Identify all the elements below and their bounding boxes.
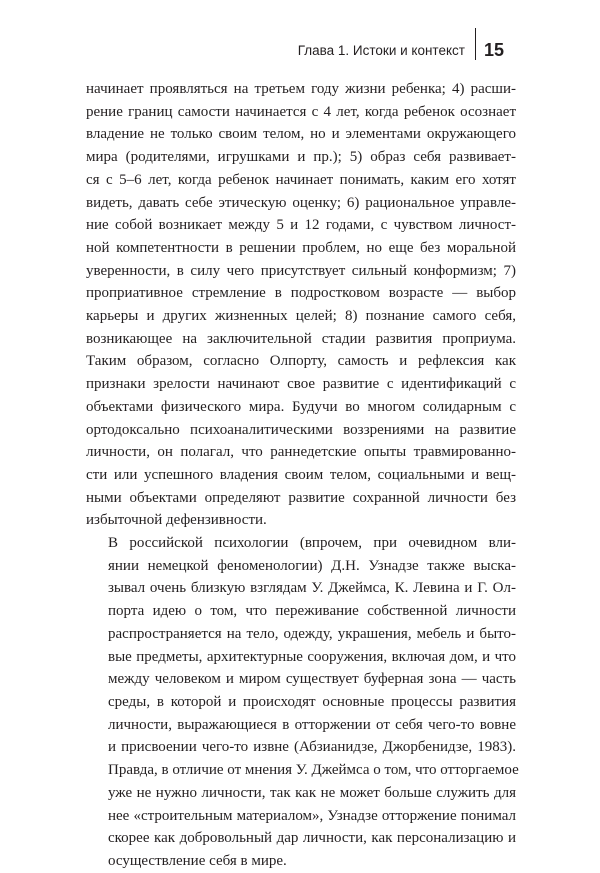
text-line: ние собой возникает между 5 и 12 годами, с чувством личност-	[86, 217, 516, 234]
text-line: ся с 5–6 лет, когда ребенок начинает понимать, каким его хотят	[86, 171, 516, 188]
text-line: избыточной дефензивности.	[86, 512, 267, 529]
text-line: рение границ самости начинается с 4 лет, когда ребенок осознает	[86, 103, 516, 120]
text-line: ными объектами определяют развитие сохранной личности без	[86, 489, 516, 506]
chapter-title: Глава 1. Истоки и контекст	[297, 42, 465, 58]
text-line: уже не нужно личности, так как не может больше служить для	[108, 784, 516, 801]
text-line: вые предметы, архитектурные сооружения, включая дом, и что	[108, 648, 516, 665]
text-line: владение не только своим телом, но и элементами окружающего	[86, 126, 516, 143]
body-text	[86, 78, 519, 873]
text-line: видеть, давать себе этическую оценку; 6) рациональное управле-	[86, 194, 516, 211]
paragraph-1	[86, 78, 516, 532]
text-line: ортодоксально психоаналитическими воззрениями на развитие	[86, 421, 516, 438]
text-line: и присвоении чего-то извне (Абзианидзе, Джорбенидзе, 1983).	[108, 739, 516, 756]
text-line: ной компетентности в решении проблем, но еще без моральной	[86, 239, 516, 256]
text-line: признаки зрелости начинают свое развитие с идентификаций с	[86, 376, 516, 393]
text-line: янии немецкой феноменологии) Д.Н. Узнадзе также выска-	[108, 557, 516, 574]
text-line: мира (родителями, игрушками и пр.); 5) образ себя развивает-	[86, 149, 516, 166]
text-line: начинает проявляться на третьем году жизни ребенка; 4) расши-	[86, 81, 516, 97]
text-line: нее «строительным материалом», Узнадзе отторжение понимал	[108, 807, 516, 824]
text-line: зывал очень близкую взглядам У. Джеймса, К. Левина и Г. Ол-	[108, 580, 516, 597]
text-line: порта идею о том, что переживание собственной личности	[108, 603, 516, 620]
text-line: между человеком и миром существует буферная зона — часть	[108, 671, 516, 688]
paragraph-2	[86, 532, 519, 873]
text-line: уверенности, в силу чего присутствует сильный конформизм; 7)	[86, 262, 516, 279]
text-line: объектами физического мира. Будучи во многом солидарным с	[86, 398, 516, 415]
text-line: проприативное стремление в подростковом возрасте — выбор	[86, 285, 516, 302]
header-divider	[475, 28, 476, 60]
text-line: личности, он полагал, что раннедетские опыты травмированно-	[86, 444, 516, 461]
text-line: распространяется на тело, одежду, украшения, мебель и быто-	[108, 625, 516, 642]
text-line: личности, выражающиеся в отторжении от себя чего-то вовне	[108, 716, 516, 733]
running-header	[298, 34, 504, 66]
text-line: Таким образом, согласно Олпорту, самость и рефлексия как	[86, 353, 516, 370]
text-line: скорее как добровольный дар личности, как персонализацию и	[108, 830, 516, 847]
text-line: В российской психологии (впрочем, при очевидном вли-	[108, 535, 516, 552]
text-line: среды, в которой и происходят основные процессы развития	[108, 693, 516, 710]
page-number: 15	[483, 39, 504, 60]
text-line: карьеры и других жизненных целей; 8) познание самого себя,	[86, 308, 516, 325]
text-line: Правда, в отличие от мнения У. Джеймса о том, что отторгаемое	[108, 762, 519, 779]
text-line: осуществление себя в мире.	[108, 852, 287, 869]
text-line: сти или успешного владения своим телом, социальными и вещ-	[86, 466, 516, 483]
text-line: возникающее на заключительной стадии развития проприума.	[86, 330, 516, 347]
